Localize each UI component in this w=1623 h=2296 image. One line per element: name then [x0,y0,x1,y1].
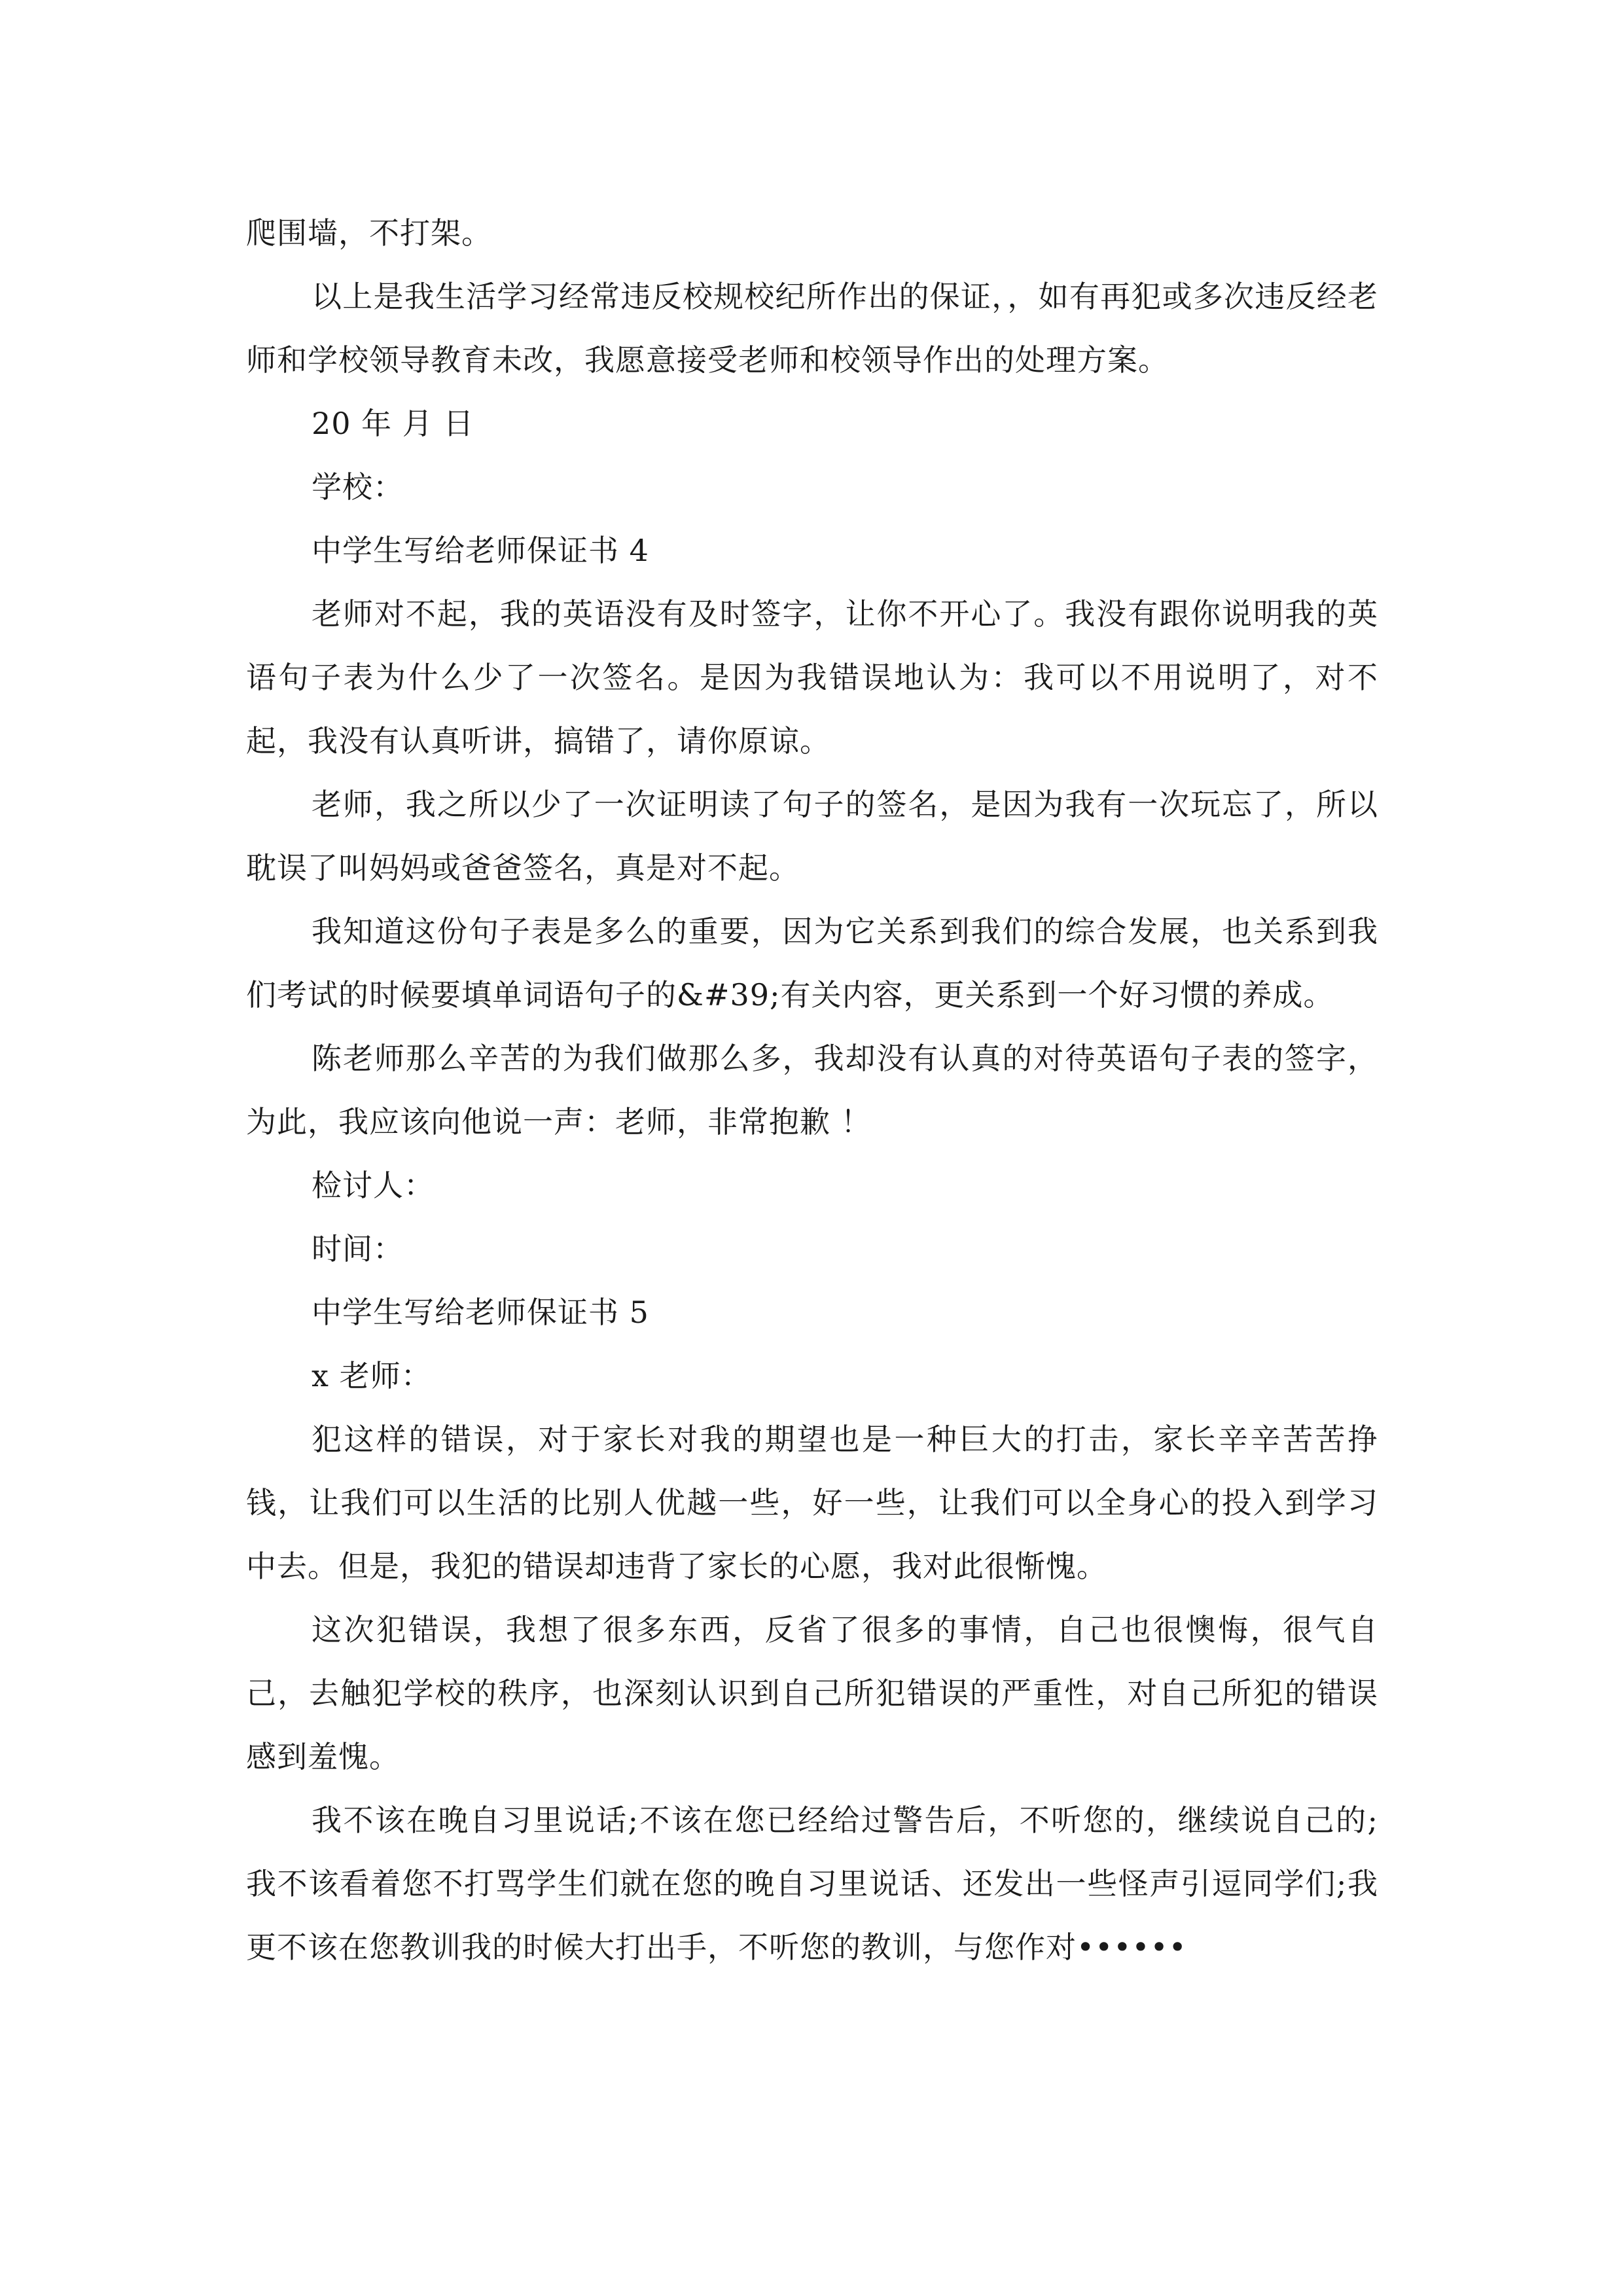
section-heading-5: 中学生写给老师保证书 5 [312,1295,649,1330]
date-line: 20 年 月 日 [312,406,474,441]
paragraph-5-wrongs: 我不该在晚自习里说话;不该在您已经给过警告后，不听您的，继续说自己的;我不该看着您不打骂学生们就在您的晚自习里说话、还发出一些怪声引逗同学们;我更不该在您教训我的时候大打出手，不听您的教训，与您作对•••••• [246,1803,1378,1965]
paragraph-5-reflection: 这次犯错误，我想了很多东西，反省了很多的事情，自己也很懊悔，很气自己，去触犯学校的秩序，也深刻认识到自己所犯错误的严重性，对自己所犯的错误感到羞愧。 [246,1612,1378,1774]
paragraph-4-teacher: 陈老师那么辛苦的为我们做那么多，我却没有认真的对待英语句子表的签字，为此，我应该向他说一声：老师，非常抱歉 ！ [246,1041,1378,1139]
paragraph-5-parents: 犯这样的错误，对于家长对我的期望也是一种巨大的打击，家长辛辛苦苦挣钱，让我们可以生活的比别人优越一些，好一些，让我们可以全身心的投入到学习中去。但是，我犯的错误却违背了家长的心愿，我对此很惭愧。 [246,1422,1378,1584]
time-line: 时间： [312,1231,404,1266]
document-body [246,202,1378,1979]
reviewer-line: 检讨人： [312,1168,435,1203]
paragraph-4-signature: 老师，我之所以少了一次证明读了句子的签名，是因为我有一次玩忘了，所以耽误了叫妈妈或爸爸签名，真是对不起。 [246,787,1378,886]
paragraph-guarantee-summary: 以上是我生活学习经常违反校规校纪所作出的保证，，如有再犯或多次违反经老师和学校领导教育未改，我愿意接受老师和校领导作出的处理方案。 [246,279,1378,378]
paragraph-4-apology: 老师对不起，我的英语没有及时签字，让你不开心了。我没有跟你说明我的英语句子表为什么少了一次签名。是因为我错误地认为：我可以不用说明了，对不起，我没有认真听讲，搞错了，请你原谅。 [246,596,1378,759]
school-line: 学校： [312,469,404,505]
section-heading-4: 中学生写给老师保证书 4 [312,533,649,568]
paragraph-continuation: 爬围墙，不打架。 [246,215,492,251]
salutation: x 老师： [312,1358,432,1393]
paragraph-4-importance: 我知道这份句子表是多么的重要，因为它关系到我们的综合发展，也关系到我们考试的时候要填单词语句子的&#39;有关内容，更关系到一个好习惯的养成。 [246,914,1378,1013]
